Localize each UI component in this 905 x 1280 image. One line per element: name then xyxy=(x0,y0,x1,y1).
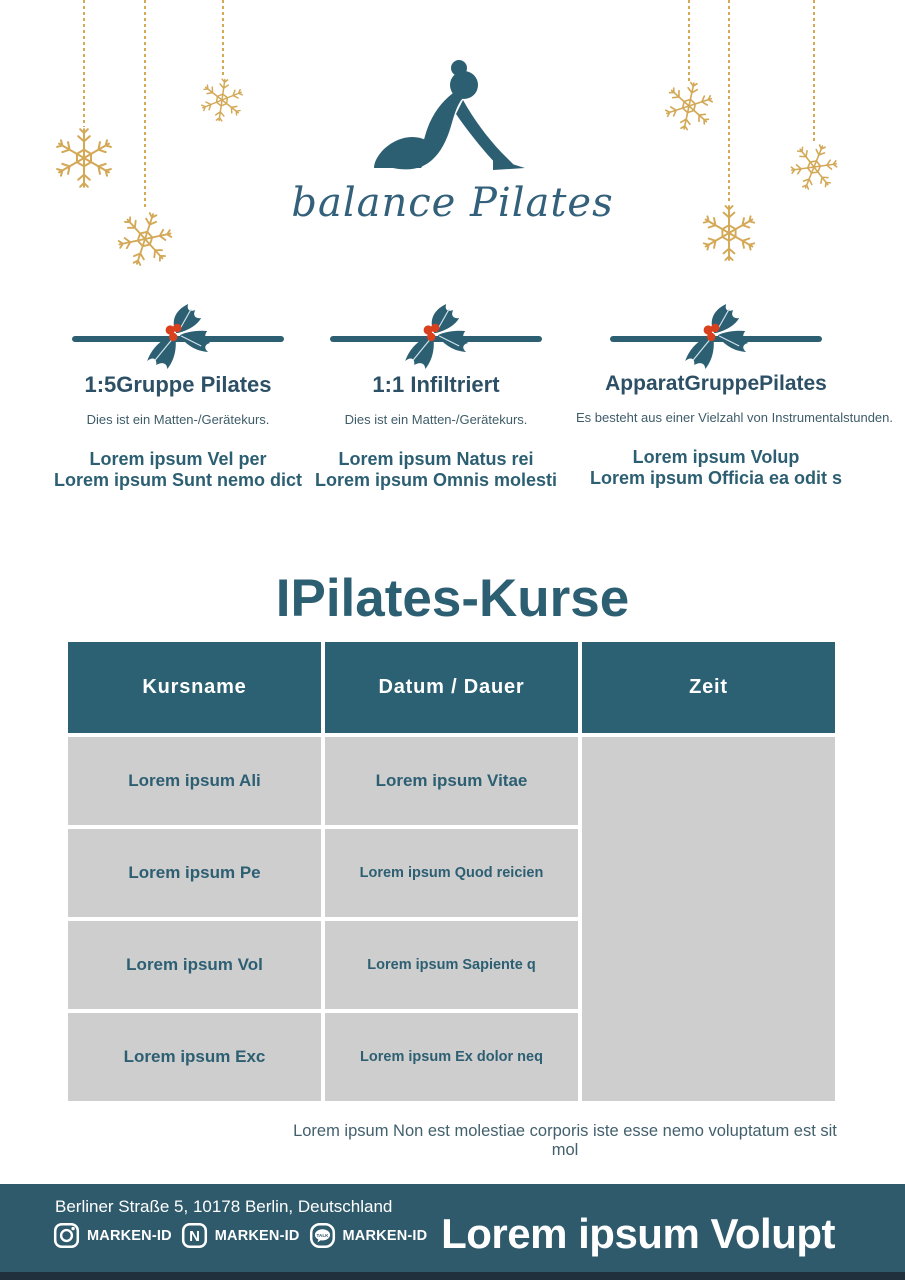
social-kakaotalk xyxy=(309,1222,428,1249)
holly-divider xyxy=(576,300,856,366)
program-subtitle: Dies ist ein Matten-/Gerätekurs. xyxy=(344,412,528,427)
address-text: Berliner Straße 5, 10178 Berlin, Deutschland xyxy=(55,1197,393,1216)
table-body xyxy=(68,737,835,1101)
table-cell-kursname: Lorem ipsum Ali xyxy=(68,737,321,825)
holly-icon xyxy=(389,302,479,372)
holly-icon xyxy=(669,302,759,372)
program-column-2 xyxy=(296,300,576,490)
table-header-zeit: Zeit xyxy=(582,642,835,733)
program-title: 1:1 Infiltriert xyxy=(372,372,500,397)
social-handle: MARKEN-ID xyxy=(214,1227,300,1244)
table-cell-kursname: Lorem ipsum Exc xyxy=(68,1013,321,1101)
table-cell-kursname: Lorem ipsum Vol xyxy=(68,921,321,1009)
footer-headline: Lorem ipsum Volupt xyxy=(441,1210,835,1257)
program-title: ApparatGruppePilates xyxy=(605,372,827,395)
program-detail-line: Lorem ipsum Natus rei xyxy=(338,449,534,469)
program-title: 1:5Gruppe Pilates xyxy=(84,372,272,397)
program-detail-line: Lorem ipsum Vel per xyxy=(89,449,267,469)
social-handle: MARKEN-ID xyxy=(87,1227,172,1244)
social-naver xyxy=(181,1222,300,1249)
logo xyxy=(0,60,905,226)
program-subtitle: Dies ist ein Matten-/Gerätekurs. xyxy=(86,412,270,427)
program-details xyxy=(296,449,576,490)
holly-icon xyxy=(131,302,221,372)
program-detail-line: Lorem ipsum Volup xyxy=(632,447,800,467)
program-detail-line: Lorem ipsum Sunt nemo dict xyxy=(53,469,303,490)
social-instagram xyxy=(53,1222,172,1249)
table-header-datum: Datum / Dauer xyxy=(325,642,578,733)
table-cell-datum: Lorem ipsum Quod reicien xyxy=(325,829,578,917)
holly-divider xyxy=(38,300,318,366)
holly-divider xyxy=(296,300,576,366)
table-cell-datum: Lorem ipsum Ex dolor neq xyxy=(325,1013,578,1101)
naver-icon xyxy=(181,1222,208,1249)
table-note: Lorem ipsum Non est molestiae corporis iste esse nemo voluptatum est sit mol xyxy=(293,1122,837,1159)
social-links xyxy=(53,1222,436,1249)
table-cell-zeit-merged xyxy=(582,737,835,1101)
instagram-icon xyxy=(53,1222,80,1249)
social-handle: MARKEN-ID xyxy=(342,1227,428,1244)
svg-text:TALK: TALK xyxy=(316,1232,328,1238)
program-column-3 xyxy=(576,300,894,488)
svg-text:N: N xyxy=(188,1228,200,1245)
program-subtitle: Es besteht aus einer Vielzahl von Instrumentalstunden. xyxy=(576,410,894,425)
program-detail-line: Lorem ipsum Officia ea odit s xyxy=(589,467,843,488)
seated-pilates-figure-icon xyxy=(353,60,553,178)
program-detail-line: Lorem ipsum Omnis molesti xyxy=(314,469,558,490)
course-table xyxy=(68,642,835,1101)
bottom-strip xyxy=(0,1272,905,1280)
kakaotalk-icon xyxy=(309,1222,336,1249)
page-title: IPilates-Kurse xyxy=(275,569,630,628)
program-details xyxy=(576,447,856,488)
table-cell-datum: Lorem ipsum Sapiente q xyxy=(325,921,578,1009)
program-column-1 xyxy=(38,300,318,490)
footer xyxy=(0,1184,905,1280)
program-details xyxy=(38,449,318,490)
table-header-kursname: Kursname xyxy=(68,642,321,733)
table-header-row xyxy=(68,642,835,733)
logo-wordmark: balance Pilates xyxy=(291,180,614,226)
table-cell-kursname: Lorem ipsum Pe xyxy=(68,829,321,917)
table-cell-datum: Lorem ipsum Vitae xyxy=(325,737,578,825)
